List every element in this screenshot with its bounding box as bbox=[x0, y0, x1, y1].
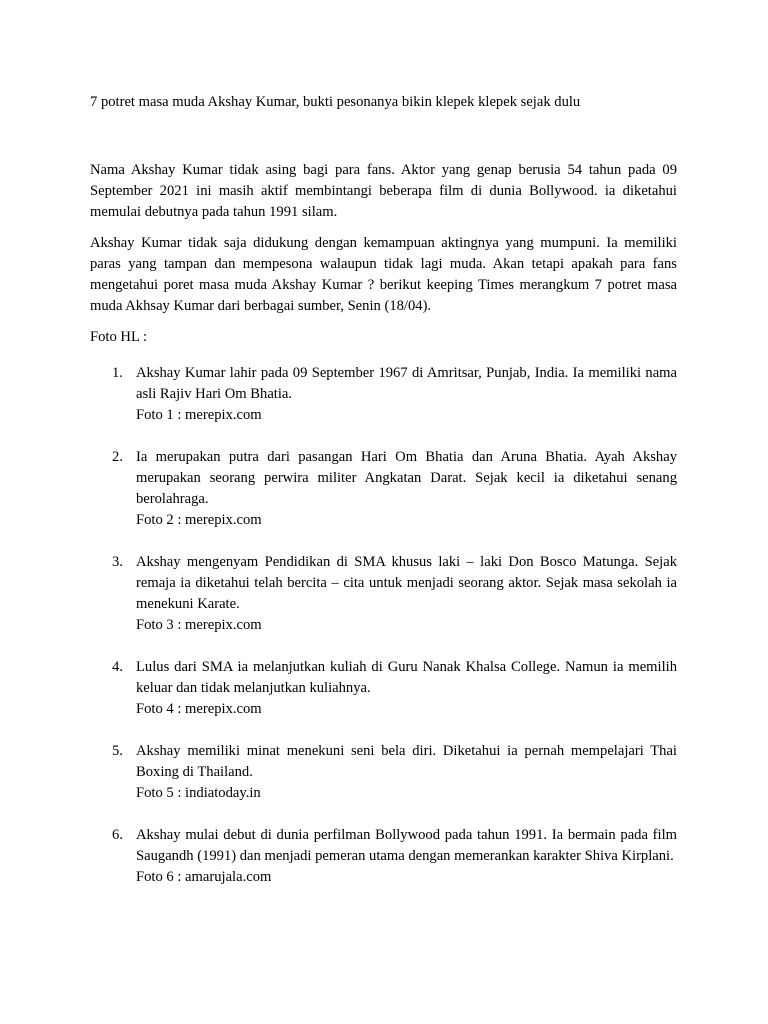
photo-source: Foto 4 : merepix.com bbox=[136, 700, 262, 717]
list-item-text: Lulus dari SMA ia melanjutkan kuliah di Guru Nanak Khalsa College. Namun ia memilih keluar dan tidak melanjutkan kuliahnya. bbox=[136, 658, 677, 696]
numbered-list bbox=[90, 363, 677, 888]
list-item-text: Ia merupakan putra dari pasangan Hari Om Bhatia dan Aruna Bhatia. Ayah Akshay merupakan seorang perwira militer Angkatan Darat. Sejak kecil ia diketahui senang berolahraga. bbox=[136, 448, 677, 507]
list-item bbox=[90, 447, 677, 531]
list-number: 1. bbox=[112, 364, 123, 381]
list-number: 4. bbox=[112, 658, 123, 675]
list-item-text: Akshay mulai debut di dunia perfilman Bollywood pada tahun 1991. Ia bermain pada film Saugandh (1991) dan menjadi pemeran utama dengan memerankan karakter Shiva Kirplani. bbox=[136, 826, 677, 864]
list-item bbox=[90, 657, 677, 720]
intro-paragraph: Nama Akshay Kumar tidak asing bagi para fans. Aktor yang genap berusia 54 tahun pada 09 September 2021 ini masih aktif membintangi beberapa film di dunia Bollywood. ia diketahui memulai debutnya pada tahun 1991 silam. bbox=[90, 162, 677, 220]
foto-hl-label: Foto HL : bbox=[90, 329, 148, 345]
list-item bbox=[90, 552, 677, 636]
list-number: 3. bbox=[112, 553, 123, 570]
list-number: 5. bbox=[112, 742, 123, 759]
list-item bbox=[90, 825, 677, 888]
document-page bbox=[90, 92, 677, 909]
list-item-text: Akshay memiliki minat menekuni seni bela diri. Diketahui ia pernah mempelajari Thai Boxing di Thailand. bbox=[136, 742, 677, 780]
list-item bbox=[90, 363, 677, 426]
list-number: 6. bbox=[112, 826, 123, 843]
document-title: 7 potret masa muda Akshay Kumar, bukti pesonanya bikin klepek klepek sejak dulu bbox=[90, 94, 581, 110]
photo-source: Foto 3 : merepix.com bbox=[136, 616, 262, 633]
list-number: 2. bbox=[112, 448, 123, 465]
intro-paragraph: Akshay Kumar tidak saja didukung dengan kemampuan aktingnya yang mumpuni. Ia memiliki paras yang tampan dan mempesona walaupun tidak lagi muda. Akan tetapi apakah para fans mengetahui poret masa muda Akshay Kumar ? berikut keeping Times merangkum 7 potret masa muda Akhsay Kumar dari berbagai sumber, Senin (18/04). bbox=[90, 235, 677, 314]
list-item-text: Akshay Kumar lahir pada 09 September 1967 di Amritsar, Punjab, India. Ia memiliki nama asli Rajiv Hari Om Bhatia. bbox=[136, 364, 677, 402]
photo-source: Foto 2 : merepix.com bbox=[136, 511, 262, 528]
photo-source: Foto 1 : merepix.com bbox=[136, 406, 262, 423]
list-item bbox=[90, 741, 677, 804]
photo-source: Foto 6 : amarujala.com bbox=[136, 868, 272, 885]
list-item-text: Akshay mengenyam Pendidikan di SMA khusus laki – laki Don Bosco Matunga. Sejak remaja ia diketahui telah bercita – cita untuk menjadi seorang aktor. Sejak masa sekolah ia menekuni Karate. bbox=[136, 553, 677, 612]
photo-source: Foto 5 : indiatoday.in bbox=[136, 784, 261, 801]
